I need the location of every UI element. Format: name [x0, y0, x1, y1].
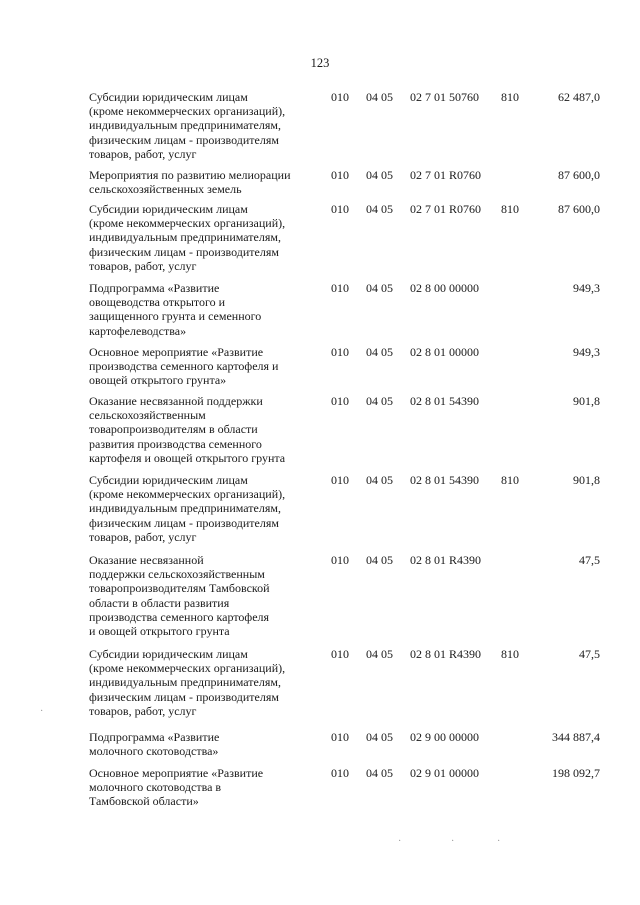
table-row: [0, 345, 640, 394]
table-row: [0, 281, 640, 345]
page-number: 123: [310, 56, 330, 70]
row-amount: 949,3: [573, 345, 600, 359]
row-amount: 87 600,0: [558, 202, 600, 216]
row-admin-code: 010: [331, 647, 349, 661]
row-program-code: 02 8 01 54390: [410, 394, 479, 408]
row-program-code: 02 9 01 00000: [410, 766, 479, 780]
table-row: [0, 168, 640, 202]
row-amount: 949,3: [573, 281, 600, 295]
row-program-code: 02 8 01 R4390: [410, 647, 482, 661]
row-admin-code: 010: [331, 281, 349, 295]
table-row: [0, 473, 640, 553]
budget-table: [0, 90, 640, 816]
row-section-code: 04 05: [366, 345, 393, 359]
row-amount: 344 887,4: [552, 730, 600, 744]
table-row: [0, 202, 640, 281]
scan-dot: ·: [398, 836, 402, 847]
row-section-code: 04 05: [366, 730, 393, 744]
row-name: Субсидии юридическим лицам (кроме некоммерческих организаций), индивидуальным предпринимателям, физическим лицам - производителям товаров, работ, услуг: [89, 473, 286, 544]
row-program-code: 02 8 00 00000: [410, 281, 479, 295]
table-row: [0, 90, 640, 168]
table-row: [0, 394, 640, 473]
row-section-code: 04 05: [366, 553, 393, 567]
row-admin-code: 010: [331, 553, 349, 567]
row-section-code: 04 05: [366, 394, 393, 408]
scan-dot: ·: [40, 706, 44, 717]
row-section-code: 04 05: [366, 90, 393, 104]
row-name: Оказание несвязанной поддержки сельскохозяйственным товаропроизводителям Тамбовской области в области развития производства семенного картофеля и овощей открытого грунта: [89, 553, 270, 639]
row-amount: 901,8: [573, 394, 600, 408]
row-name: Подпрограмма «Развитие овощеводства открытого и защищенного грунта и семенного картофелеводства»: [89, 281, 262, 338]
row-expense-type: 810: [501, 202, 519, 216]
row-admin-code: 010: [331, 345, 349, 359]
row-section-code: 04 05: [366, 281, 393, 295]
row-section-code: 04 05: [366, 168, 393, 182]
row-admin-code: 010: [331, 394, 349, 408]
scan-dot: ·: [451, 836, 455, 847]
row-admin-code: 010: [331, 766, 349, 780]
row-name: Оказание несвязанной поддержки сельскохозяйственным товаропроизводителям в области развития производства семенного картофеля и овощей открытого грунта: [89, 394, 286, 465]
row-program-code: 02 7 01 R0760: [410, 168, 482, 182]
row-amount: 87 600,0: [558, 168, 600, 182]
row-amount: 901,8: [573, 473, 600, 487]
table-row: [0, 647, 640, 730]
row-program-code: 02 7 01 R0760: [410, 202, 482, 216]
row-section-code: 04 05: [366, 647, 393, 661]
row-name: Субсидии юридическим лицам (кроме некоммерческих организаций), индивидуальным предпринимателям, физическим лицам - производителям товаров, работ, услуг: [89, 90, 286, 161]
row-admin-code: 010: [331, 473, 349, 487]
row-amount: 198 092,7: [552, 766, 600, 780]
row-name: Мероприятия по развитию мелиорации сельскохозяйственных земель: [89, 168, 291, 197]
row-program-code: 02 8 01 54390: [410, 473, 479, 487]
table-row: [0, 766, 640, 816]
row-name: Основное мероприятие «Развитие молочного скотоводства в Тамбовской области»: [89, 766, 264, 809]
row-section-code: 04 05: [366, 766, 393, 780]
row-section-code: 04 05: [366, 202, 393, 216]
table-row: [0, 730, 640, 766]
row-section-code: 04 05: [366, 473, 393, 487]
row-amount: 47,5: [579, 553, 600, 567]
row-expense-type: 810: [501, 647, 519, 661]
row-amount: 47,5: [579, 647, 600, 661]
row-program-code: 02 8 01 00000: [410, 345, 479, 359]
row-amount: 62 487,0: [558, 90, 600, 104]
scan-dot: ·: [497, 836, 501, 847]
row-program-code: 02 9 00 00000: [410, 730, 479, 744]
row-name: Субсидии юридическим лицам (кроме некоммерческих организаций), индивидуальным предпринимателям, физическим лицам - производителям товаров, работ, услуг: [89, 202, 286, 273]
row-program-code: 02 7 01 50760: [410, 90, 479, 104]
table-row: [0, 553, 640, 647]
row-expense-type: 810: [501, 473, 519, 487]
row-admin-code: 010: [331, 168, 349, 182]
row-expense-type: 810: [501, 90, 519, 104]
row-admin-code: 010: [331, 202, 349, 216]
row-program-code: 02 8 01 R4390: [410, 553, 482, 567]
row-admin-code: 010: [331, 730, 349, 744]
row-name: Субсидии юридическим лицам (кроме некоммерческих организаций), индивидуальным предпринимателям, физическим лицам - производителям товаров, работ, услуг: [89, 647, 286, 718]
row-admin-code: 010: [331, 90, 349, 104]
row-name: Основное мероприятие «Развитие производства семенного картофеля и овощей открытого грунта»: [89, 345, 279, 388]
row-name: Подпрограмма «Развитие молочного скотоводства»: [89, 730, 220, 759]
